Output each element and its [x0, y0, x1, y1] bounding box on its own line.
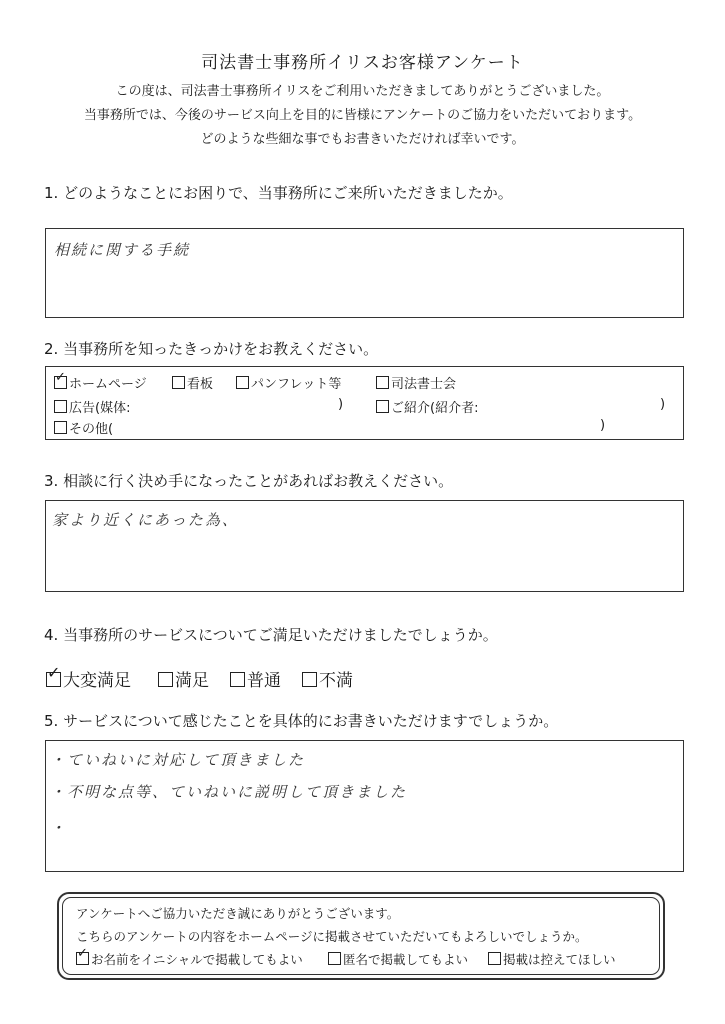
answer-box-3[interactable] — [45, 500, 684, 592]
option-homepage[interactable]: ✓ホームページ — [54, 373, 147, 392]
answer-3-text: 家より近くにあった為、 — [52, 511, 239, 529]
consent-thanks: アンケートへご協力いただき誠にありがとうございます。 — [76, 906, 400, 921]
option-decline[interactable]: 掲載は控えてほしい — [488, 950, 616, 968]
option-pamphlet[interactable]: パンフレット等 — [236, 373, 341, 392]
question-2: 2. 当事務所を知ったきっかけをお教えください。 — [44, 340, 379, 358]
question-5: 5. サービスについて感じたことを具体的にお書きいただけますでしょうか。 — [44, 712, 559, 730]
answer-5-line-3: ・ — [50, 819, 68, 837]
intro-line-3: どのような些細な事でもお書きいただければ幸いです。 — [200, 132, 525, 147]
question-3: 3. 相談に行く決め手になったことがあればお教えください。 — [44, 472, 454, 490]
option-ad[interactable]: 広告(媒体: — [54, 397, 130, 416]
answer-box-1[interactable] — [45, 228, 684, 318]
checkbox-checked-icon[interactable] — [46, 672, 61, 687]
checkbox-icon[interactable] — [172, 376, 185, 389]
option-neutral[interactable]: 普通 — [230, 666, 281, 691]
checkbox-icon[interactable] — [376, 376, 389, 389]
option-anonymous[interactable]: 匿名で掲載してもよい — [328, 950, 468, 968]
checkbox-icon[interactable] — [54, 421, 67, 434]
checkbox-icon[interactable] — [236, 376, 249, 389]
option-very-satisfied[interactable]: ✓大変満足 — [46, 666, 131, 691]
option-signboard[interactable]: 看板 — [172, 373, 213, 392]
checkbox-icon[interactable] — [488, 952, 501, 965]
option-shihoshoshikai[interactable]: 司法書士会 — [376, 373, 456, 392]
question-4: 4. 当事務所のサービスについてご満足いただけましたでしょうか。 — [44, 626, 498, 644]
consent-question: こちらのアンケートの内容をホームページに掲載させていただいてもよろしいでしょうか。 — [76, 929, 588, 944]
checkbox-icon[interactable] — [230, 672, 245, 687]
checkbox-icon[interactable] — [376, 400, 389, 413]
checkbox-icon[interactable] — [158, 672, 173, 687]
checkbox-icon[interactable] — [302, 672, 317, 687]
intro-line-2: 当事務所では、今後のサービス向上を目的に皆様にアンケートのご協力をいただいております。 — [83, 108, 642, 123]
answer-5-line-1: ・ていねいに対応して頂きました — [50, 751, 306, 769]
question-1: 1. どのようなことにお困りで、当事務所にご来所いただきましたか。 — [44, 184, 513, 202]
intro-line-1: この度は、司法書士事務所イリスをご利用いただきましてありがとうございました。 — [115, 84, 610, 99]
answer-5-line-2: ・不明な点等、ていねいに説明して頂きました — [50, 783, 408, 801]
checkbox-checked-icon[interactable] — [54, 376, 67, 389]
source-options-box — [45, 366, 684, 440]
option-other-close: ) — [600, 418, 606, 433]
option-initial[interactable]: ✓お名前をイニシャルで掲載してもよい — [76, 950, 303, 968]
answer-box-5[interactable] — [45, 740, 684, 872]
option-ad-close: ) — [338, 397, 344, 412]
page-title: 司法書士事務所イリスお客様アンケート — [201, 53, 524, 73]
checkbox-checked-icon[interactable] — [76, 952, 89, 965]
option-satisfied[interactable]: 満足 — [158, 666, 209, 691]
checkbox-icon[interactable] — [328, 952, 341, 965]
option-referral-close: ) — [660, 397, 666, 412]
checkbox-icon[interactable] — [54, 400, 67, 413]
option-dissatisfied[interactable]: 不満 — [302, 666, 353, 691]
answer-1-text: 相続に関する手続 — [54, 241, 191, 259]
option-referral[interactable]: ご紹介(紹介者: — [376, 397, 478, 416]
option-other[interactable]: その他( — [54, 418, 113, 437]
